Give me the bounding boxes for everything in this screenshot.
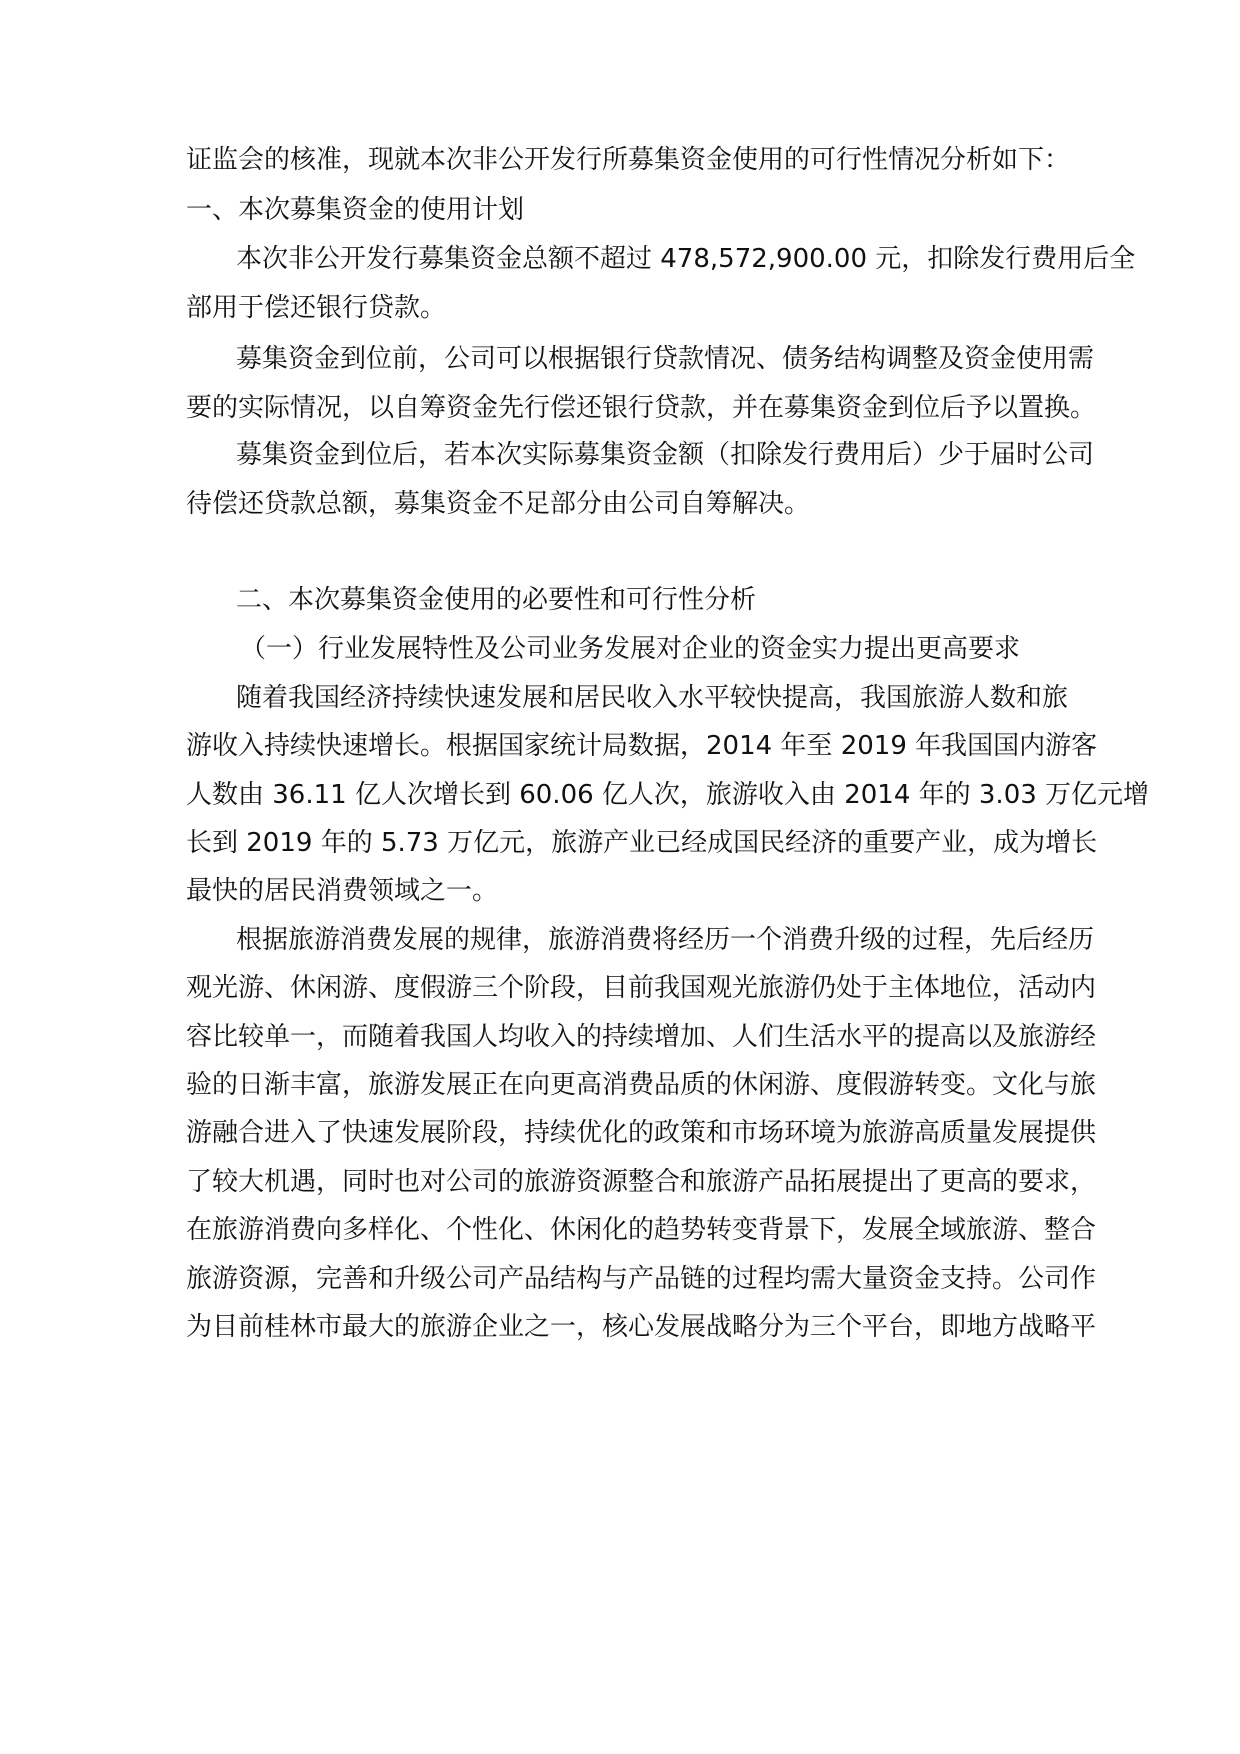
text-line: 游收入持续快速增长。根据国家统计局数据，2014 年至 2019 年我国国内游客	[186, 731, 1098, 761]
text-line: 人数由 36.11 亿人次增长到 60.06 亿人次，旅游收入由 2014 年的 3.03 万亿元增	[186, 780, 1150, 810]
text-line: 观光游、休闲游、度假游三个阶段，目前我国观光旅游仍处于主体地位，活动内	[186, 973, 1097, 1003]
text-line: 募集资金到位后，若本次实际募集资金额（扣除发行费用后）少于届时公司	[236, 440, 1095, 470]
text-line: 了较大机遇，同时也对公司的旅游资源整合和旅游产品拓展提出了更高的要求，	[186, 1167, 1097, 1197]
text-line: 旅游资源，完善和升级公司产品结构与产品链的过程均需大量资金支持。公司作	[186, 1264, 1097, 1294]
text-line: 待偿还贷款总额，募集资金不足部分由公司自筹解决。	[186, 489, 811, 519]
text-line: 最快的居民消费领域之一。	[186, 876, 499, 906]
text-line: 游融合进入了快速发展阶段，持续优化的政策和市场环境为旅游高质量发展提供	[186, 1118, 1097, 1148]
section-heading: 二、本次募集资金使用的必要性和可行性分析	[236, 585, 757, 615]
text-line: 部用于偿还银行贷款。	[186, 293, 447, 323]
text-line: 随着我国经济持续快速发展和居民收入水平较快提高，我国旅游人数和旅	[236, 683, 1069, 713]
text-line: 本次非公开发行募集资金总额不超过 478,572,900.00 元，扣除发行费用后全	[236, 244, 1136, 274]
text-line: 为目前桂林市最大的旅游企业之一，核心发展战略分为三个平台，即地方战略平	[186, 1312, 1097, 1342]
text-line: 验的日渐丰富，旅游发展正在向更高消费品质的休闲游、度假游转变。文化与旅	[186, 1070, 1097, 1100]
text-line: 在旅游消费向多样化、个性化、休闲化的趋势转变背景下，发展全域旅游、整合	[186, 1215, 1097, 1245]
section-heading: 一、本次募集资金的使用计划	[186, 195, 525, 225]
text-line: 容比较单一，而随着我国人均收入的持续增加、人们生活水平的提高以及旅游经	[186, 1022, 1097, 1052]
text-line: 证监会的核准，现就本次非公开发行所募集资金使用的可行性情况分析如下：	[186, 145, 1071, 175]
text-line: 根据旅游消费发展的规律，旅游消费将经历一个消费升级的过程，先后经历	[236, 925, 1095, 955]
text-line: 要的实际情况，以自筹资金先行偿还银行贷款，并在募集资金到位后予以置换。	[186, 393, 1097, 423]
text-line: 长到 2019 年的 5.73 万亿元，旅游产业已经成国民经济的重要产业，成为增长	[186, 828, 1098, 858]
subsection-heading: （一）行业发展特性及公司业务发展对企业的资金实力提出更高要求	[240, 634, 1021, 664]
text-line: 募集资金到位前，公司可以根据银行贷款情况、债务结构调整及资金使用需	[236, 344, 1095, 374]
